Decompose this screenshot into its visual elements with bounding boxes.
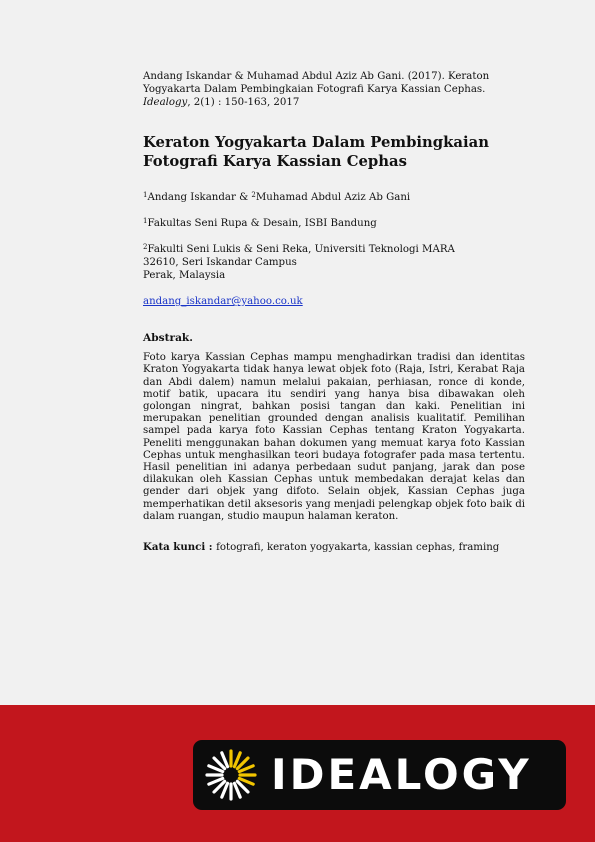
citation-authors: Andang Iskandar & Muhamad Abdul Aziz Ab Gani. (2017). Keraton Yogyakarta Dalam Pembingkaian Fotografi Karya Kassian Cephas. (143, 71, 490, 96)
citation-journal: Idealogy (143, 97, 188, 109)
affiliation-2 (143, 243, 525, 283)
affiliation-2-line1 (143, 243, 525, 256)
affiliation-1-text: Fakultas Seni Rupa & Desain, ISBI Bandung (147, 217, 377, 229)
author1-sup: 1 (143, 190, 148, 199)
affiliation-2-line2: 32610, Seri Iskandar Campus (143, 256, 297, 268)
paper-content (143, 70, 525, 554)
logo-text: IDEALOGY (271, 750, 532, 799)
email-link[interactable]: andang_iskandar@yahoo.co.uk (143, 296, 303, 308)
affiliation-2-sup: 2 (143, 242, 148, 251)
keywords-text: fotografi, keraton yogyakarta, kassian cephas, framing (216, 542, 500, 554)
citation-volume: , 2(1) : 150-163, 2017 (187, 97, 300, 109)
keywords (143, 541, 525, 554)
abstract-body: Foto karya Kassian Cephas mampu menghadirkan tradisi dan identitas Kraton Yogyakarta tidak hanya lewat objek foto (Raja, Istri, Kerabat Raja dan Abdi dalem) namun melalui pakaian, perhiasan, ronce di konde, motif batik, upacara itu sendiri yang hanya bisa dibawakan oleh golongan ningrat, bahkan posisi tangan dan kaki. Penelitian ini merupakan penelitian grounded dengan analisis kualitatif. Pemilihan sampel pada karya foto Kassian Cephas tentang Kraton Yogyakarta. Peneliti menggunakan bahan dokumen yang memuat karya foto Kassian Cephas untuk menghasilkan teori budaya fotografer pada masa tertentu. Hasil penelitian ini adanya perbedaan sudut panjang, jarak dan pose dilakukan oleh Kassian Cephas untuk membedakan derajat kelas dan gender dari objek yang difoto. Selain objek, Kassian Cephas juga memperhatikan detil aksesoris yang menjadi pelengkap objek foto baik di dalam ruangan, studio maupun halaman keraton. (143, 352, 525, 522)
affiliation-1-sup: 1 (143, 216, 148, 225)
sunburst-icon (203, 748, 259, 802)
citation (143, 70, 525, 110)
author-list (143, 191, 525, 204)
affiliation-2-line1-text: Fakulti Seni Lukis & Seni Reka, Universiti Teknologi MARA (147, 243, 455, 255)
abstract-heading: Abstrak. (143, 332, 193, 345)
idealogy-logo (193, 740, 566, 810)
author2-sup: 2 (251, 190, 256, 199)
keywords-label: Kata kunci : (143, 541, 217, 554)
author2-name: Muhamad Abdul Aziz Ab Gani (255, 191, 411, 203)
affiliation-2-line3: Perak, Malaysia (143, 270, 226, 282)
author1-name: Andang Iskandar & (147, 191, 252, 203)
affiliation-1 (143, 217, 525, 230)
paper-title: Keraton Yogyakarta Dalam Pembingkaian Fotografi Karya Kassian Cephas (143, 133, 489, 170)
